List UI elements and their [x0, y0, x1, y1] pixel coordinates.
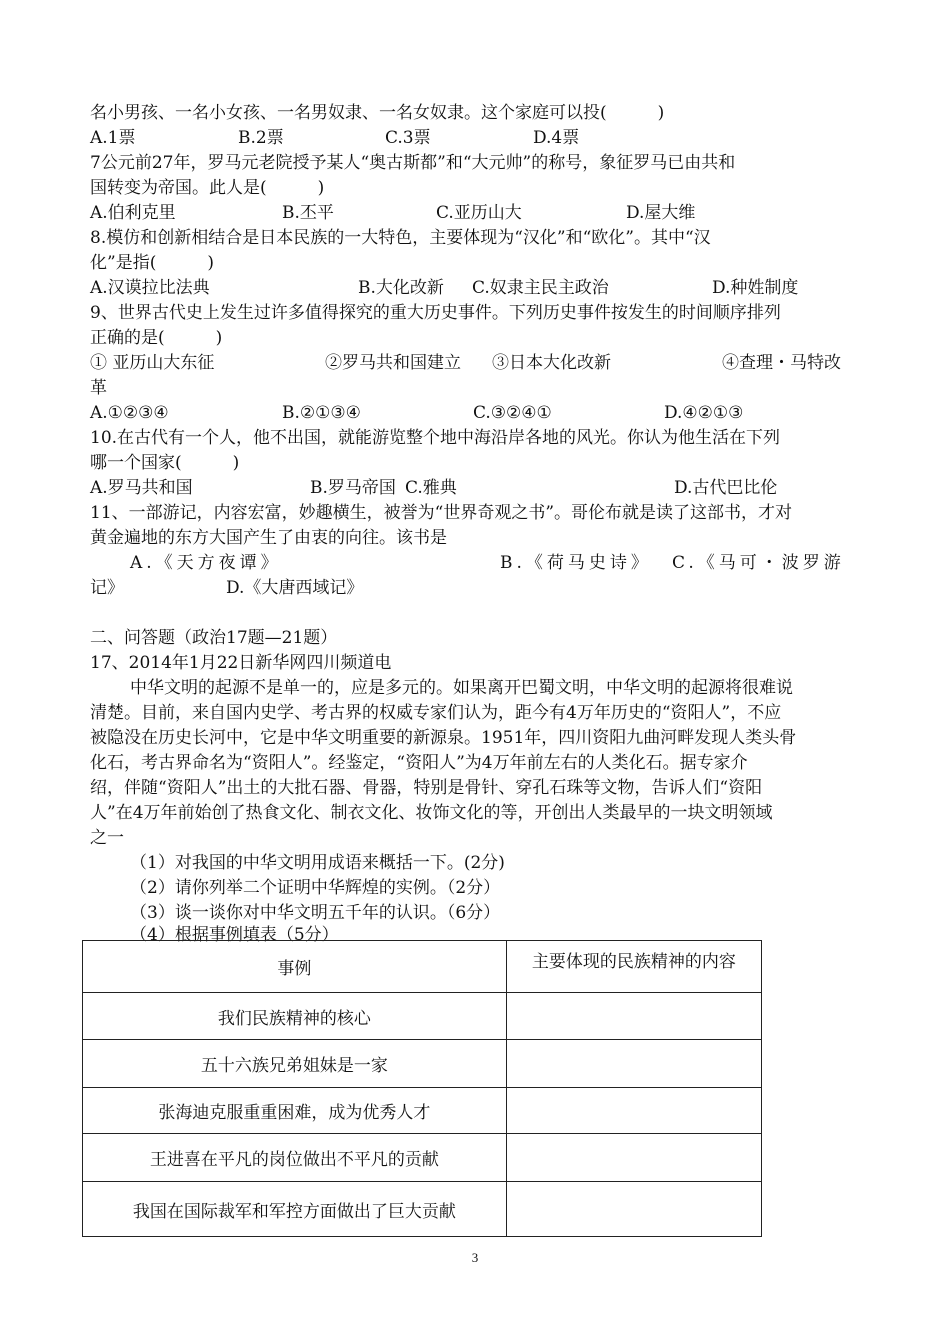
q6-option-b: B.2票 [238, 128, 284, 148]
passage-line: 化石，考古界命名为“资阳人”。经鉴定，“资阳人”为4万年前左右的人类化石。据专家介 [90, 753, 748, 773]
q10-line-1: 10.在古代有一个人，他不出国，就能游览整个地中海沿岸各地的风光。你认为他生活在下列 [90, 428, 781, 448]
q11-line-2: 黄金遍地的东方大国产生了由衷的向往。该书是 [90, 528, 447, 548]
q7-option-a: A.伯利克里 [90, 203, 176, 223]
subquestion-1: （1）对我国的中华文明用成语来概括一下。(2分) [130, 853, 505, 873]
q11-option-a: A.《天方夜谭》 [130, 553, 282, 573]
q10-option-d: D.古代巴比伦 [674, 478, 778, 498]
q9-option-c: C.③②④① [473, 403, 552, 423]
fill-in-table [82, 940, 762, 1237]
q11-option-d: D.《大唐西域记》 [226, 578, 364, 598]
subquestion-3: （3）谈一谈你对中华文明五千年的认识。（6分） [130, 903, 501, 923]
page-number: 3 [471, 1250, 479, 1265]
q9-line-1: 9、世界古代史上发生过许多值得探究的重大历史事件。下列历史事件按发生的时间顺序排列 [90, 303, 781, 323]
subquestion-2: （2）请你列举二个证明中华辉煌的实例。（2分） [130, 878, 501, 898]
q6-option-c: C.3票 [385, 128, 431, 148]
q9-item-2: ②罗马共和国建立 [325, 353, 461, 373]
table-cell-answer[interactable] [506, 1088, 761, 1134]
table-row [83, 1088, 762, 1134]
table-cell-example: 王进喜在平凡的岗位做出不平凡的贡献 [83, 1134, 507, 1182]
table-header-row [83, 941, 762, 993]
q7-option-c: C.亚历山大 [436, 203, 522, 223]
q7-line-2: 国转变为帝国。此人是( ) [90, 178, 325, 198]
q10-line-2: 哪一个国家( ) [90, 453, 240, 473]
q11-line-1: 11、一部游记，内容宏富，妙趣横生，被誉为“世界奇观之书”。哥伦布就是读了这部书，才对 [90, 503, 793, 523]
q9-item-4: ④查理・马特改 [722, 353, 841, 373]
table-row [83, 1134, 762, 1182]
q9-line-2: 正确的是( ) [90, 328, 223, 348]
q9-option-d: D.④②①③ [664, 403, 744, 423]
q8-option-b: B.大化改新 [358, 278, 444, 298]
q9-item-1: ① 亚历山大东征 [90, 353, 215, 373]
table-cell-example: 我们民族精神的核心 [83, 993, 507, 1040]
table-cell-example: 张海迪克服重重困难，成为优秀人才 [83, 1088, 507, 1134]
table-row [83, 993, 762, 1040]
q8-option-a: A.汉谟拉比法典 [90, 278, 210, 298]
q7-line-1: 7公元前27年，罗马元老院授予某人“奥古斯都”和“大元帅”的称号，象征罗马已由共和 [90, 153, 736, 173]
table-cell-answer[interactable] [506, 1134, 761, 1182]
q9-option-b: B.②①③④ [282, 403, 361, 423]
q11-option-c-cont: 记》 [90, 578, 124, 598]
table-cell-answer[interactable] [506, 1182, 761, 1237]
passage-line: 清楚。目前，来自国内史学、考古界的权威专家们认为，距今有4万年历史的“资阳人”，不应 [90, 703, 782, 723]
q7-option-b: B.丕平 [282, 203, 334, 223]
q6-text: 名小男孩、一名小女孩、一名男奴隶、一名女奴隶。这个家庭可以投( ) [90, 103, 665, 123]
q6-option-a: A.1票 [90, 128, 136, 148]
q6-option-d: D.4票 [533, 128, 580, 148]
q7-option-d: D.屋大维 [626, 203, 696, 223]
q10-option-c: C.雅典 [405, 478, 457, 498]
passage-line: 之一 [90, 828, 124, 848]
passage-line: 绍，伴随“资阳人”出土的大批石器、骨器，特别是骨针、穿孔石珠等文物，告诉人们“资阳 [90, 778, 763, 798]
q8-option-c: C.奴隶主民主政治 [472, 278, 609, 298]
table-cell-answer[interactable] [506, 1040, 761, 1088]
table-cell-example: 我国在国际裁军和军控方面做出了巨大贡献 [83, 1182, 507, 1237]
q9-item-4-cont: 革 [90, 378, 107, 398]
table-cell-answer[interactable] [506, 993, 761, 1040]
table-header-cell: 事例 [83, 941, 507, 993]
q11-option-b: B.《荷马史诗》 [500, 553, 652, 573]
table-cell-example: 五十六族兄弟姐妹是一家 [83, 1040, 507, 1088]
q8-option-d: D.种姓制度 [712, 278, 799, 298]
table-row [83, 1182, 762, 1237]
section-2-heading: 二、问答题（政治17题—21题） [90, 628, 338, 648]
q9-option-a: A.①②③④ [90, 403, 169, 423]
q10-option-a: A.罗马共和国 [90, 478, 193, 498]
q10-option-b: B.罗马帝国 [310, 478, 396, 498]
q8-line-1: 8.模仿和创新相结合是日本民族的一大特色，主要体现为“汉化”和“欧化”。其中“汉 [90, 228, 711, 248]
table-row [83, 1040, 762, 1088]
q8-line-2: 化”是指( ) [90, 253, 214, 273]
passage-line: 中华文明的起源不是单一的，应是多元的。如果离开巴蜀文明，中华文明的起源将很难说 [130, 678, 793, 698]
q9-item-3: ③日本大化改新 [492, 353, 611, 373]
passage-line: 人”在4万年前始创了热食文化、制衣文化、妆饰文化的等，开创出人类最早的一块文明领域 [90, 803, 773, 823]
q17-source: 17、2014年1月22日新华网四川频道电 [90, 653, 392, 673]
passage-line: 被隐没在历史长河中，它是中华文明重要的新源泉。1951年，四川资阳九曲河畔发现人类头骨 [90, 728, 797, 748]
table-header-cell: 主要体现的民族精神的内容 [506, 941, 761, 993]
subquestion-4: （4）根据事例填表（5分） [130, 925, 339, 945]
q11-option-c: C.《马可・波罗游 [672, 553, 845, 573]
